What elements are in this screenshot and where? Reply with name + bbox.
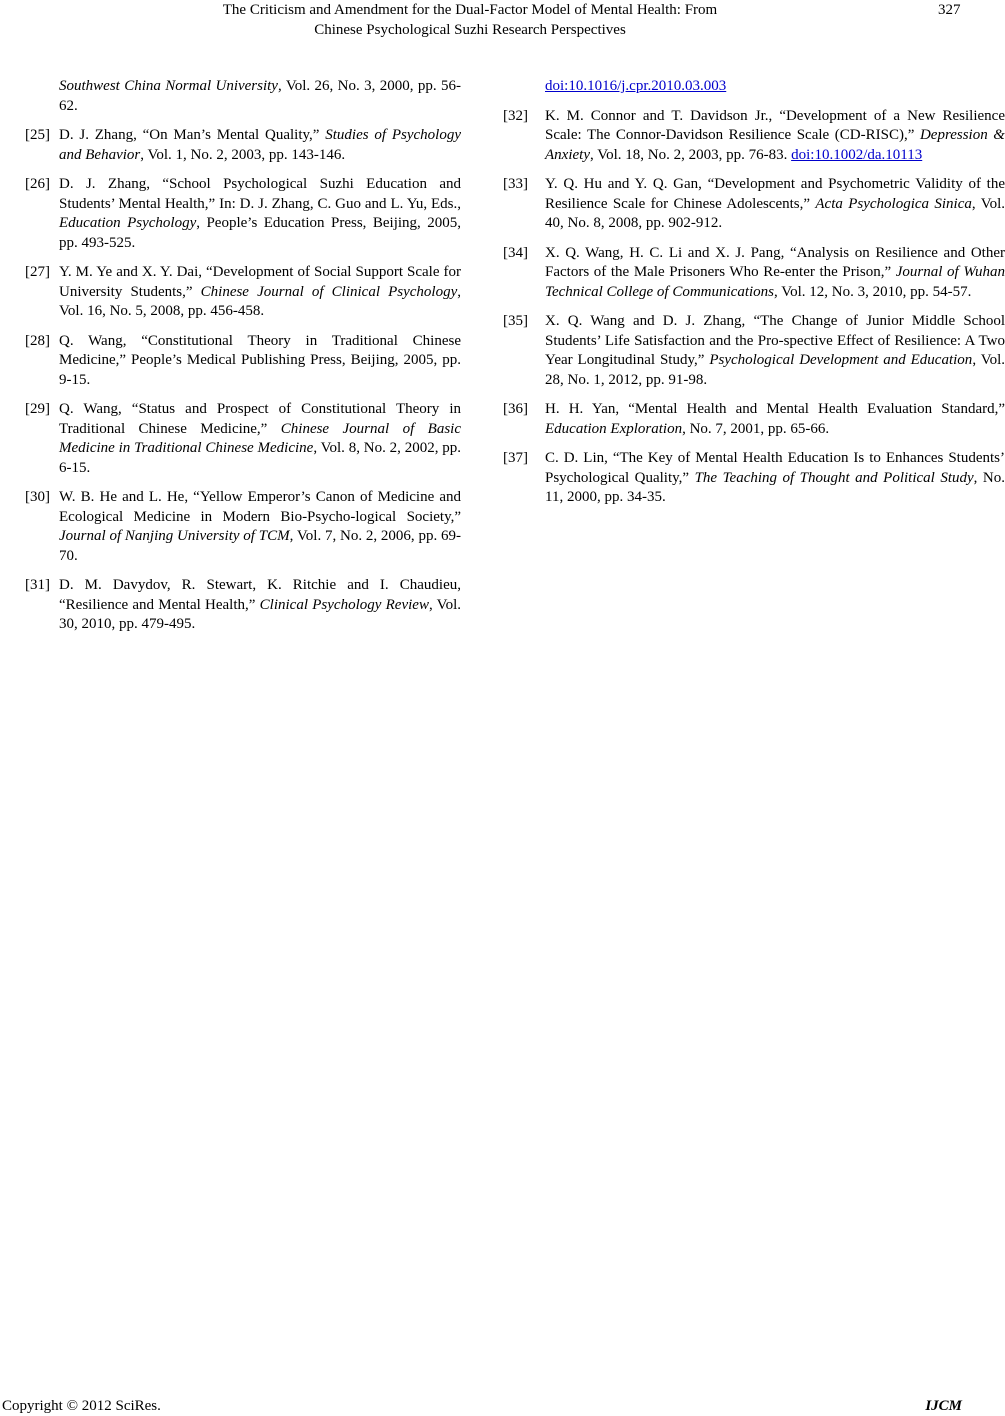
reference-number: [34] (503, 244, 528, 261)
reference-source: The Teaching of Thought and Political Study (694, 469, 974, 486)
reference-number: [37] (503, 450, 528, 466)
reference-34 (503, 244, 1005, 303)
reference-source: Chinese Journal of Basic Medicine in Traditional Chinese Medicine (59, 420, 462, 456)
page-footer (0, 1396, 968, 1416)
reference-source: Journal of Wuhan Technical College of Communications (545, 264, 1005, 300)
doi-link[interactable]: doi:10.1016/j.cpr.2010.03.003 (545, 78, 727, 94)
reference-number: [35] (503, 313, 528, 329)
reference-35 (503, 312, 1005, 390)
running-title-line-2: Chinese Psychological Suzhi Research Perspectives (314, 21, 626, 38)
reference-number: [25] (25, 127, 50, 143)
reference-33 (503, 175, 1005, 234)
reference-source: Education Psychology (59, 215, 197, 231)
reference-details: , Vol. 7, No. 2, 2006, pp. 69-70. (59, 528, 461, 564)
reference-25 (27, 126, 461, 165)
reference-source: Depression & Anxiety (545, 127, 1005, 163)
reference-number: [36] (503, 401, 528, 417)
reference-details: , Vol. 8, No. 2, 2002, pp. 6-15. (59, 440, 461, 476)
reference-text: D. J. Zhang, “School Psychological Suzhi Education and Students’ Mental Health,” In: D. J. Zhang, C. Guo and L. Yu, Eds., (59, 176, 461, 212)
reference-27 (27, 263, 461, 322)
reference-text: W. B. He and L. He, “Yellow Emperor’s Canon of Medicine and Ecological Medicine in Modern Bio-Psycho-logical Society,” (59, 489, 461, 525)
running-header (0, 0, 968, 52)
reference-details: , Vol. 1, No. 2, 2003, pp. 143-146. (140, 146, 346, 163)
reference-details: , Vol. 28, No. 1, 2012, pp. 91-98. (545, 352, 1005, 388)
reference-source: Clinical Psychology Review (259, 596, 429, 613)
reference-text: Y. Q. Hu and Y. Q. Gan, “Development and Psychometric Validity of the Resilience Scale for Chinese Adolescents,” (545, 176, 1005, 212)
reference-continuation (27, 77, 461, 116)
reference-text: C. D. Lin, “The Key of Mental Health Education Is to Enhances Students’ Psychological Quality,” (545, 450, 1005, 486)
reference-details: , Vol. 12, No. 3, 2010, pp. 54-57. (774, 283, 972, 300)
reference-text: Q. Wang, “Constitutional Theory in Traditional Chinese Medicine,” People’s Medical Publishing Press, Beijing, 2005, pp. 9-15. (59, 332, 461, 388)
reference-number: [27] (25, 264, 50, 280)
reference-32 (503, 107, 1005, 166)
running-title (150, 1, 790, 40)
reference-source: Journal of Nanjing University of TCM (59, 528, 290, 544)
reference-details: , No. 7, 2001, pp. 65-66. (682, 420, 830, 437)
reference-list-left-column (27, 77, 461, 645)
reference-29 (27, 400, 461, 478)
reference-source: Studies of Psychology and Behavior (59, 127, 461, 163)
reference-continuation-details: , Vol. 26, No. 3, 2000, pp. 56-62. (59, 78, 461, 114)
reference-continuation-link-row (503, 77, 1005, 97)
reference-number: [30] (25, 489, 50, 505)
reference-text: X. Q. Wang and D. J. Zhang, “The Change of Junior Middle School Students’ Life Satisfaction and the Pro-spective Effect of Resilience: A Two Year Longitudinal Study,” (545, 313, 1005, 368)
running-title-line-1: The Criticism and Amendment for the Dual-Factor Model of Mental Health: From (222, 2, 718, 18)
reference-source: Chinese Journal of Clinical Psychology (200, 283, 458, 300)
reference-source: Acta Psychologica Sinica (815, 195, 972, 212)
reference-text: D. M. Davydov, R. Stewart, K. Ritchie and I. Chaudieu, “Resilience and Mental Health,” (59, 577, 461, 613)
copyright-notice: Copyright © 2012 SciRes. (2, 1398, 161, 1414)
reference-26 (27, 175, 461, 253)
reference-text: D. J. Zhang, “On Man’s Mental Quality,” (59, 127, 326, 143)
reference-37 (503, 449, 1005, 508)
reference-details: , Vol. 30, 2010, pp. 479-495. (59, 596, 461, 632)
reference-number: [32] (503, 107, 528, 124)
reference-30 (27, 488, 461, 566)
reference-number: [33] (503, 176, 528, 192)
reference-number: [29] (25, 401, 50, 417)
reference-text: Y. M. Ye and X. Y. Dai, “Development of Social Support Scale for University Students,” (59, 264, 461, 300)
reference-text: Q. Wang, “Status and Prospect of Constitutional Theory in Traditional Chinese Medicine,” (59, 401, 461, 437)
reference-source: Psychological Development and Education (709, 352, 973, 368)
reference-number: [26] (25, 176, 50, 192)
doi-link[interactable]: doi:10.1002/da.10113 (791, 146, 923, 163)
reference-source: Education Exploration (545, 420, 683, 437)
reference-list-right-column (503, 77, 1005, 518)
reference-number: [28] (25, 332, 50, 349)
reference-details: , Vol. 40, No. 8, 2008, pp. 902-912. (545, 195, 1005, 231)
reference-details: , No. 11, 2000, pp. 34-35. (545, 469, 1005, 505)
reference-number: [31] (25, 577, 50, 593)
page-number: 327 (938, 2, 961, 18)
reference-continuation-journal: Southwest China Normal University (59, 78, 278, 94)
journal-abbreviation: IJCM (925, 1398, 962, 1414)
reference-28 (27, 332, 461, 391)
reference-36 (503, 400, 1005, 439)
reference-details: , Vol. 16, No. 5, 2008, pp. 456-458. (59, 283, 461, 319)
reference-text: H. H. Yan, “Mental Health and Mental Health Evaluation Standard,” (545, 401, 1005, 417)
reference-details: , Vol. 18, No. 2, 2003, pp. 76-83. (589, 146, 792, 163)
reference-details: , People’s Education Press, Beijing, 2005, pp. 493-525. (59, 215, 461, 251)
reference-text: K. M. Connor and T. Davidson Jr., “Development of a New Resilience Scale: The Connor-Davidson Resilience Scale (CD-RISC),” (545, 107, 1005, 143)
reference-31 (27, 576, 461, 635)
reference-text: X. Q. Wang, H. C. Li and X. J. Pang, “Analysis on Resilience and Other Factors of the Male Prisoners Who Re-enter the Prison,” (545, 244, 1005, 280)
